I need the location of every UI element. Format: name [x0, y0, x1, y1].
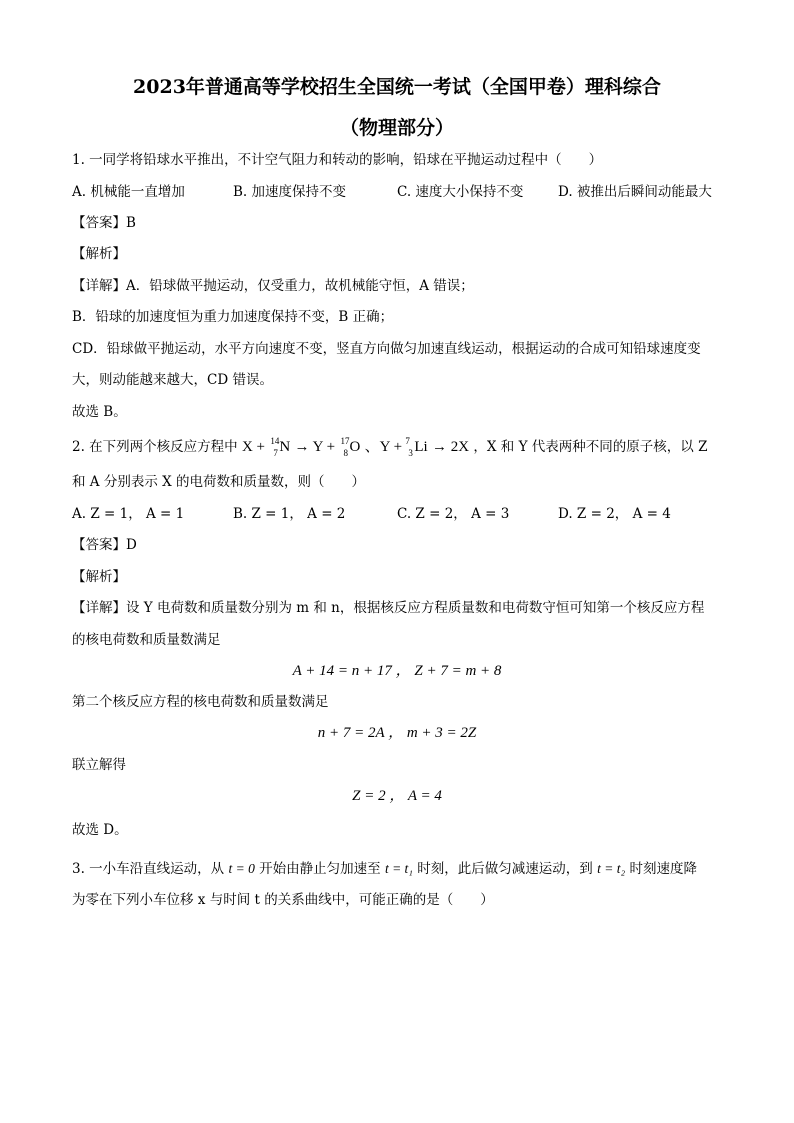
o17-symbol: O	[349, 439, 361, 455]
q2-conclusion: 故选 D。	[72, 822, 128, 838]
q2-equation-c: Z = 2 ， A = 4	[352, 788, 442, 804]
page-title: 2023年普通高等学校招生全国统一考试（全国甲卷）理科综合	[133, 76, 661, 98]
q2-equation-b: n + 7 = 2A ， m + 3 = 2Z	[317, 725, 477, 741]
q3-stem-1a: 3. 一小车沿直线运动，从	[72, 861, 225, 877]
q2-equation-a: A + 14 = n + 17 ， Z + 7 = m + 8	[292, 663, 502, 679]
li7-symbol: Li	[414, 439, 428, 455]
q1-detail-1: 【详解】A．铅球做平抛运动，仅受重力，故机械能守恒，A 错误；	[72, 278, 474, 294]
q3-stem-line-1	[72, 859, 697, 879]
q2-answer: 【答案】D	[72, 537, 137, 553]
q2-stem-line-1	[72, 437, 707, 457]
n14-charge: 7	[273, 448, 278, 458]
q1-answer: 【答案】B	[72, 215, 136, 231]
n14-mass: 14	[270, 436, 280, 446]
q1-option-b: B. 加速度保持不变	[233, 184, 347, 200]
q2-arrow-2: → 2X	[432, 439, 470, 455]
q1-detail-4: 大，则动能越来越大，CD 错误。	[72, 372, 273, 388]
q1-conclusion: 故选 B。	[72, 404, 127, 420]
q3-t2: t = t₂	[597, 861, 626, 876]
q2-stem-b: ，X 和 Y 代表两种不同的原子核，以 Z	[473, 439, 708, 455]
page-subtitle: （物理部分）	[339, 117, 454, 139]
q1-option-a: A. 机械能一直增加	[72, 184, 185, 200]
q2-detail-4: 联立解得	[72, 757, 126, 773]
q2-detail-1: 【详解】设 Y 电荷数和质量数分别为 m 和 n，根据核反应方程质量数和电荷数守恒可知第一个核反应方程	[72, 600, 705, 616]
q1-analysis-heading: 【解析】	[72, 246, 126, 262]
q2-option-b: B. Z = 1， A = 2	[233, 506, 346, 522]
q1-detail-2: B．铅球的加速度恒为重力加速度保持不变，B 正确；	[72, 309, 394, 325]
q2-arrow-1: → Y +	[294, 439, 336, 455]
nuclide-n14	[270, 436, 291, 458]
q1-option-d: D. 被推出后瞬间动能最大	[558, 184, 712, 200]
q3-stem-1d: 时刻速度降	[629, 861, 697, 877]
nuclide-li7	[405, 436, 428, 458]
q1-detail-3: CD．铅球做平抛运动，水平方向速度不变，竖直方向做匀加速直线运动，根据运动的合成可知铅球速度变	[72, 341, 701, 357]
q2-separator: 、Y +	[364, 439, 403, 455]
q2-stem-c: 和 A 分别表示 X 的电荷数和质量数，则（ ）	[72, 474, 366, 490]
q3-stem-1b: 开始由静止匀加速至	[259, 861, 381, 877]
q2-detail-3: 第二个核反应方程的核电荷数和质量数满足	[72, 694, 329, 710]
o17-charge: 8	[343, 448, 348, 458]
o17-mass: 17	[340, 436, 350, 446]
li7-mass: 7	[405, 436, 410, 446]
q3-t1: t = t₁	[384, 861, 413, 876]
q1-stem: 1. 一同学将铅球水平推出，不计空气阻力和转动的影响，铅球在平抛运动过程中（ ）	[72, 152, 603, 168]
n14-symbol: N	[279, 439, 291, 455]
li7-charge: 3	[408, 448, 413, 458]
nuclide-o17	[340, 436, 361, 458]
q2-option-c: C. Z = 2， A = 3	[397, 506, 510, 522]
q1-option-c: C. 速度大小保持不变	[397, 184, 524, 200]
q2-eq1-x: X +	[241, 439, 266, 455]
q2-detail-2: 的核电荷数和质量数满足	[72, 632, 221, 648]
q2-option-a: A. Z = 1， A = 1	[72, 506, 185, 522]
q2-stem-a: 2. 在下列两个核反应方程中	[72, 439, 238, 455]
q3-t0: t = 0	[228, 861, 255, 876]
q3-stem-2: 为零在下列小车位移 x 与时间 t 的关系曲线中，可能正确的是（ ）	[72, 892, 494, 908]
q2-option-d: D. Z = 2， A = 4	[558, 506, 671, 522]
q3-stem-1c: 时刻，此后做匀减速运动，到	[417, 861, 593, 877]
q2-analysis-heading: 【解析】	[72, 569, 126, 585]
